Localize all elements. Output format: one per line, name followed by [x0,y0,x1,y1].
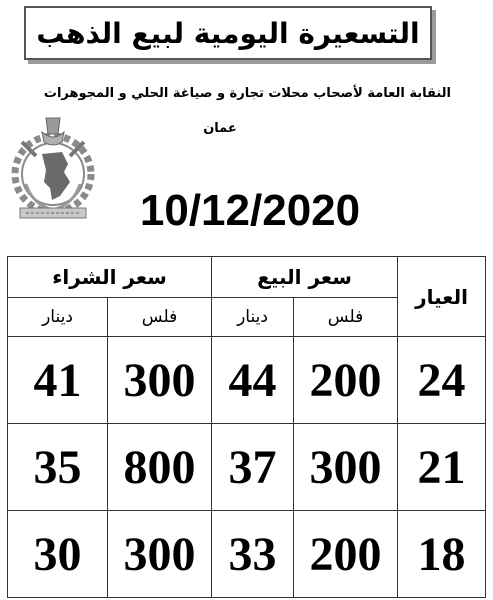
buy-dinar-value: 35 [8,424,108,511]
sell-fils-value: 200 [294,511,398,598]
sell-dinar-header: دينار [212,298,294,337]
table-row [8,511,486,598]
sell-fils-value: 300 [294,424,398,511]
buy-dinar-value: 30 [8,511,108,598]
buy-price-header: سعر الشراء [8,257,212,298]
table-row [8,337,486,424]
sell-dinar-value: 33 [212,511,294,598]
table-row [8,424,486,511]
buy-dinar-header: دينار [8,298,108,337]
city-name: عمان [203,121,237,136]
karat-value: 18 [398,511,486,598]
sell-dinar-value: 37 [212,424,294,511]
syndicate-emblem-icon [6,112,100,224]
date: 10/12/2020 [139,186,361,235]
karat-value: 21 [398,424,486,511]
buy-dinar-value: 41 [8,337,108,424]
title-box [24,6,432,60]
buy-fils-value: 300 [108,337,212,424]
karat-header: العيار [398,257,486,337]
buy-fils-header: فلس [108,298,212,337]
organization-name: النقابة العامة لأصحاب محلات تجارة و صياغة الحلي و المجوهرات [43,86,451,101]
sell-price-header: سعر البيع [212,257,398,298]
buy-fils-value: 300 [108,511,212,598]
buy-fils-value: 800 [108,424,212,511]
price-table [7,256,486,598]
sell-fils-value: 200 [294,337,398,424]
page-title: التسعيرة اليومية لبيع الذهب [36,16,420,50]
sell-dinar-value: 44 [212,337,294,424]
sell-fils-header: فلس [294,298,398,337]
karat-value: 24 [398,337,486,424]
